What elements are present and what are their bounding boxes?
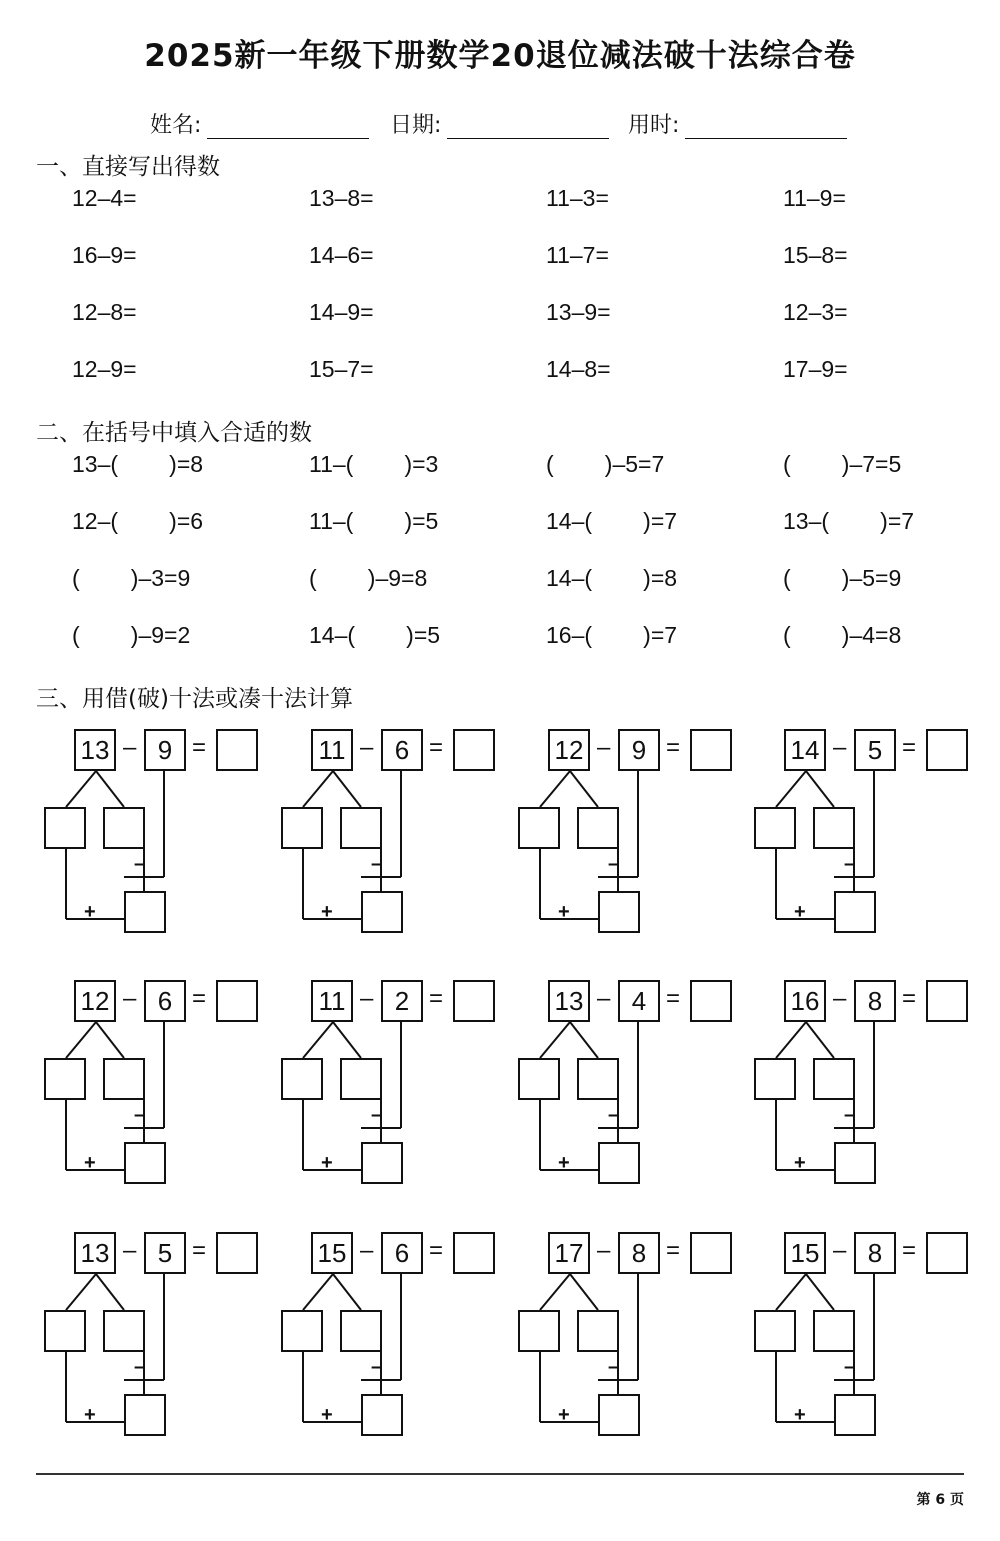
section2-question: 16–( )=7 bbox=[546, 622, 678, 648]
result-box[interactable] bbox=[598, 1394, 640, 1436]
minuend-box: 12 bbox=[74, 980, 116, 1022]
minus-sign: – bbox=[597, 1237, 611, 1264]
split-box-ten[interactable] bbox=[754, 807, 796, 849]
section2-question: ( )–7=5 bbox=[783, 451, 902, 477]
small-plus-sign: + bbox=[558, 1404, 570, 1426]
minus-sign: – bbox=[123, 985, 137, 1012]
break-ten-problem bbox=[281, 1232, 506, 1437]
subtrahend-box: 8 bbox=[854, 1232, 896, 1274]
section1-question: 14–9= bbox=[309, 299, 374, 325]
small-minus-sign: – bbox=[371, 1104, 383, 1126]
split-box-ones[interactable] bbox=[813, 1310, 855, 1352]
subtrahend-box: 6 bbox=[381, 729, 423, 771]
section1-question: 11–7= bbox=[546, 242, 609, 268]
small-minus-sign: – bbox=[844, 1104, 856, 1126]
section1-question: 16–9= bbox=[72, 242, 137, 268]
minus-sign: – bbox=[833, 734, 847, 761]
split-box-ones[interactable] bbox=[340, 1058, 382, 1100]
split-box-ten[interactable] bbox=[518, 1058, 560, 1100]
subtrahend-box: 9 bbox=[144, 729, 186, 771]
equals-sign: = bbox=[902, 1237, 917, 1264]
small-plus-sign: + bbox=[84, 1152, 96, 1174]
minus-sign: – bbox=[123, 1237, 137, 1264]
section2-question: ( )–5=7 bbox=[546, 451, 665, 477]
break-ten-problem bbox=[44, 1232, 269, 1437]
break-ten-problem bbox=[754, 1232, 979, 1437]
date-label: 日期: bbox=[390, 113, 442, 138]
result-box[interactable] bbox=[361, 1142, 403, 1184]
small-plus-sign: + bbox=[84, 901, 96, 923]
minuend-box: 14 bbox=[784, 729, 826, 771]
section2-question: 11–( )=5 bbox=[309, 508, 439, 534]
equals-sign: = bbox=[666, 734, 681, 761]
small-minus-sign: – bbox=[371, 853, 383, 875]
connector-line bbox=[66, 1274, 96, 1310]
section2-question: 14–( )=5 bbox=[309, 622, 441, 648]
section2-question: ( )–5=9 bbox=[783, 565, 902, 591]
result-box[interactable] bbox=[598, 891, 640, 933]
answer-box[interactable] bbox=[926, 1232, 968, 1274]
split-box-ones[interactable] bbox=[103, 1058, 145, 1100]
section1-question: 11–3= bbox=[546, 185, 609, 211]
minuend-box: 11 bbox=[311, 980, 353, 1022]
connector-line bbox=[303, 771, 333, 807]
split-box-ones[interactable] bbox=[577, 1058, 619, 1100]
section2-question: 13–( )=7 bbox=[783, 508, 915, 534]
answer-box[interactable] bbox=[926, 980, 968, 1022]
section2-question: 14–( )=7 bbox=[546, 508, 678, 534]
connector-line bbox=[806, 1274, 834, 1310]
footer-divider bbox=[36, 1473, 964, 1475]
minus-sign: – bbox=[360, 1237, 374, 1264]
answer-box[interactable] bbox=[216, 980, 258, 1022]
small-minus-sign: – bbox=[844, 1356, 856, 1378]
connector-line bbox=[540, 1022, 570, 1058]
subtrahend-box: 9 bbox=[618, 729, 660, 771]
connector-line bbox=[570, 1022, 598, 1058]
split-box-ones[interactable] bbox=[577, 807, 619, 849]
connector-line bbox=[776, 771, 806, 807]
result-box[interactable] bbox=[124, 1394, 166, 1436]
small-minus-sign: – bbox=[134, 853, 146, 875]
small-plus-sign: + bbox=[794, 901, 806, 923]
answer-box[interactable] bbox=[926, 729, 968, 771]
subtrahend-box: 2 bbox=[381, 980, 423, 1022]
small-minus-sign: – bbox=[134, 1104, 146, 1126]
split-box-ten[interactable] bbox=[44, 1058, 86, 1100]
section2-question: 12–( )=6 bbox=[72, 508, 204, 534]
answer-box[interactable] bbox=[690, 1232, 732, 1274]
answer-box[interactable] bbox=[453, 729, 495, 771]
break-ten-problem bbox=[281, 980, 506, 1185]
section2-question: ( )–9=2 bbox=[72, 622, 191, 648]
small-plus-sign: + bbox=[794, 1152, 806, 1174]
equals-sign: = bbox=[902, 985, 917, 1012]
subtrahend-box: 6 bbox=[144, 980, 186, 1022]
small-minus-sign: – bbox=[608, 853, 620, 875]
break-ten-problem bbox=[44, 729, 269, 934]
minuend-box: 13 bbox=[74, 1232, 116, 1274]
small-plus-sign: + bbox=[321, 1152, 333, 1174]
small-plus-sign: + bbox=[794, 1404, 806, 1426]
section1-question: 12–3= bbox=[783, 299, 848, 325]
result-box[interactable] bbox=[361, 1394, 403, 1436]
connector-line bbox=[806, 771, 834, 807]
section1-question: 17–9= bbox=[783, 356, 848, 382]
minus-sign: – bbox=[123, 734, 137, 761]
connector-line bbox=[66, 771, 96, 807]
minus-sign: – bbox=[833, 1237, 847, 1264]
date-blank[interactable] bbox=[447, 116, 609, 139]
connector-line bbox=[570, 1274, 598, 1310]
small-plus-sign: + bbox=[321, 1404, 333, 1426]
connector-line bbox=[66, 1022, 96, 1058]
split-box-ones[interactable] bbox=[103, 807, 145, 849]
connector-line bbox=[303, 1274, 333, 1310]
minuend-box: 17 bbox=[548, 1232, 590, 1274]
connector-line bbox=[96, 771, 124, 807]
connector-line bbox=[540, 1274, 570, 1310]
answer-box[interactable] bbox=[216, 729, 258, 771]
connector-line bbox=[96, 1274, 124, 1310]
answer-box[interactable] bbox=[690, 729, 732, 771]
page-number: 第 6 页 bbox=[916, 1492, 964, 1508]
connector-line bbox=[333, 1274, 361, 1310]
section2-heading: 二、在括号中填入合适的数 bbox=[36, 420, 312, 446]
result-box[interactable] bbox=[124, 1142, 166, 1184]
subtrahend-box: 5 bbox=[854, 729, 896, 771]
small-minus-sign: – bbox=[608, 1104, 620, 1126]
minus-sign: – bbox=[360, 985, 374, 1012]
section2-question: ( )–4=8 bbox=[783, 622, 902, 648]
minuend-box: 16 bbox=[784, 980, 826, 1022]
equals-sign: = bbox=[666, 985, 681, 1012]
split-box-ten[interactable] bbox=[44, 1310, 86, 1352]
break-ten-problem bbox=[754, 980, 979, 1185]
equals-sign: = bbox=[429, 734, 444, 761]
connector-line bbox=[776, 1274, 806, 1310]
section3-heading: 三、用借(破)十法或凑十法计算 bbox=[36, 686, 353, 712]
subtrahend-box: 4 bbox=[618, 980, 660, 1022]
answer-box[interactable] bbox=[453, 980, 495, 1022]
small-minus-sign: – bbox=[371, 1356, 383, 1378]
equals-sign: = bbox=[192, 734, 207, 761]
connector-line bbox=[540, 771, 570, 807]
split-box-ones[interactable] bbox=[340, 807, 382, 849]
split-box-ones[interactable] bbox=[813, 1058, 855, 1100]
split-box-ones[interactable] bbox=[577, 1310, 619, 1352]
break-ten-problem bbox=[518, 1232, 743, 1437]
subtrahend-box: 6 bbox=[381, 1232, 423, 1274]
section1-question: 12–8= bbox=[72, 299, 137, 325]
time-field bbox=[628, 108, 847, 139]
break-ten-problem bbox=[754, 729, 979, 934]
small-plus-sign: + bbox=[558, 901, 570, 923]
result-box[interactable] bbox=[834, 1142, 876, 1184]
minus-sign: – bbox=[597, 985, 611, 1012]
connector-line bbox=[776, 1022, 806, 1058]
result-box[interactable] bbox=[834, 1394, 876, 1436]
result-box[interactable] bbox=[124, 891, 166, 933]
section2-question: 14–( )=8 bbox=[546, 565, 678, 591]
split-box-ones[interactable] bbox=[813, 807, 855, 849]
break-ten-problem bbox=[281, 729, 506, 934]
connector-line bbox=[806, 1022, 834, 1058]
minuend-box: 15 bbox=[784, 1232, 826, 1274]
equals-sign: = bbox=[902, 734, 917, 761]
connector-line bbox=[303, 1022, 333, 1058]
section1-question: 14–8= bbox=[546, 356, 611, 382]
break-ten-problem bbox=[518, 729, 743, 934]
time-label: 用时: bbox=[628, 113, 680, 138]
break-ten-problem bbox=[44, 980, 269, 1185]
equals-sign: = bbox=[192, 985, 207, 1012]
minus-sign: – bbox=[833, 985, 847, 1012]
section1-question: 13–9= bbox=[546, 299, 611, 325]
minuend-box: 13 bbox=[74, 729, 116, 771]
section1-question: 12–4= bbox=[72, 185, 137, 211]
result-box[interactable] bbox=[834, 891, 876, 933]
section2-question: 11–( )=3 bbox=[309, 451, 439, 477]
split-box-ten[interactable] bbox=[281, 807, 323, 849]
date-field bbox=[390, 108, 609, 139]
name-blank[interactable] bbox=[207, 116, 369, 139]
subtrahend-box: 5 bbox=[144, 1232, 186, 1274]
small-minus-sign: – bbox=[608, 1356, 620, 1378]
answer-box[interactable] bbox=[690, 980, 732, 1022]
split-box-ten[interactable] bbox=[518, 807, 560, 849]
result-box[interactable] bbox=[598, 1142, 640, 1184]
minus-sign: – bbox=[360, 734, 374, 761]
small-plus-sign: + bbox=[558, 1152, 570, 1174]
connector-line bbox=[333, 771, 361, 807]
split-box-ones[interactable] bbox=[103, 1310, 145, 1352]
split-box-ten[interactable] bbox=[281, 1310, 323, 1352]
split-box-ten[interactable] bbox=[44, 807, 86, 849]
small-plus-sign: + bbox=[84, 1404, 96, 1426]
worksheet-title: 2025新一年级下册数学20退位减法破十法综合卷 bbox=[144, 38, 856, 74]
minuend-box: 11 bbox=[311, 729, 353, 771]
equals-sign: = bbox=[192, 1237, 207, 1264]
small-plus-sign: + bbox=[321, 901, 333, 923]
split-box-ten[interactable] bbox=[754, 1058, 796, 1100]
time-blank[interactable] bbox=[685, 116, 847, 139]
section1-question: 11–9= bbox=[783, 185, 846, 211]
subtrahend-box: 8 bbox=[854, 980, 896, 1022]
minuend-box: 13 bbox=[548, 980, 590, 1022]
split-box-ten[interactable] bbox=[281, 1058, 323, 1100]
equals-sign: = bbox=[429, 1237, 444, 1264]
section2-question: 13–( )=8 bbox=[72, 451, 204, 477]
section1-heading: 一、直接写出得数 bbox=[36, 154, 220, 180]
section2-question: ( )–9=8 bbox=[309, 565, 428, 591]
subtrahend-box: 8 bbox=[618, 1232, 660, 1274]
minuend-box: 15 bbox=[311, 1232, 353, 1274]
section1-question: 15–8= bbox=[783, 242, 848, 268]
section2-question: ( )–3=9 bbox=[72, 565, 191, 591]
result-box[interactable] bbox=[361, 891, 403, 933]
section1-question: 12–9= bbox=[72, 356, 137, 382]
equals-sign: = bbox=[666, 1237, 681, 1264]
answer-box[interactable] bbox=[216, 1232, 258, 1274]
connector-line bbox=[570, 771, 598, 807]
section1-question: 15–7= bbox=[309, 356, 374, 382]
equals-sign: = bbox=[429, 985, 444, 1012]
connector-line bbox=[333, 1022, 361, 1058]
name-field bbox=[150, 108, 369, 139]
answer-box[interactable] bbox=[453, 1232, 495, 1274]
small-minus-sign: – bbox=[134, 1356, 146, 1378]
name-label: 姓名: bbox=[150, 113, 202, 138]
minuend-box: 12 bbox=[548, 729, 590, 771]
small-minus-sign: – bbox=[844, 853, 856, 875]
split-box-ten[interactable] bbox=[518, 1310, 560, 1352]
minus-sign: – bbox=[597, 734, 611, 761]
connector-line bbox=[96, 1022, 124, 1058]
split-box-ten[interactable] bbox=[754, 1310, 796, 1352]
break-ten-problem bbox=[518, 980, 743, 1185]
split-box-ones[interactable] bbox=[340, 1310, 382, 1352]
section1-question: 13–8= bbox=[309, 185, 374, 211]
section1-question: 14–6= bbox=[309, 242, 374, 268]
